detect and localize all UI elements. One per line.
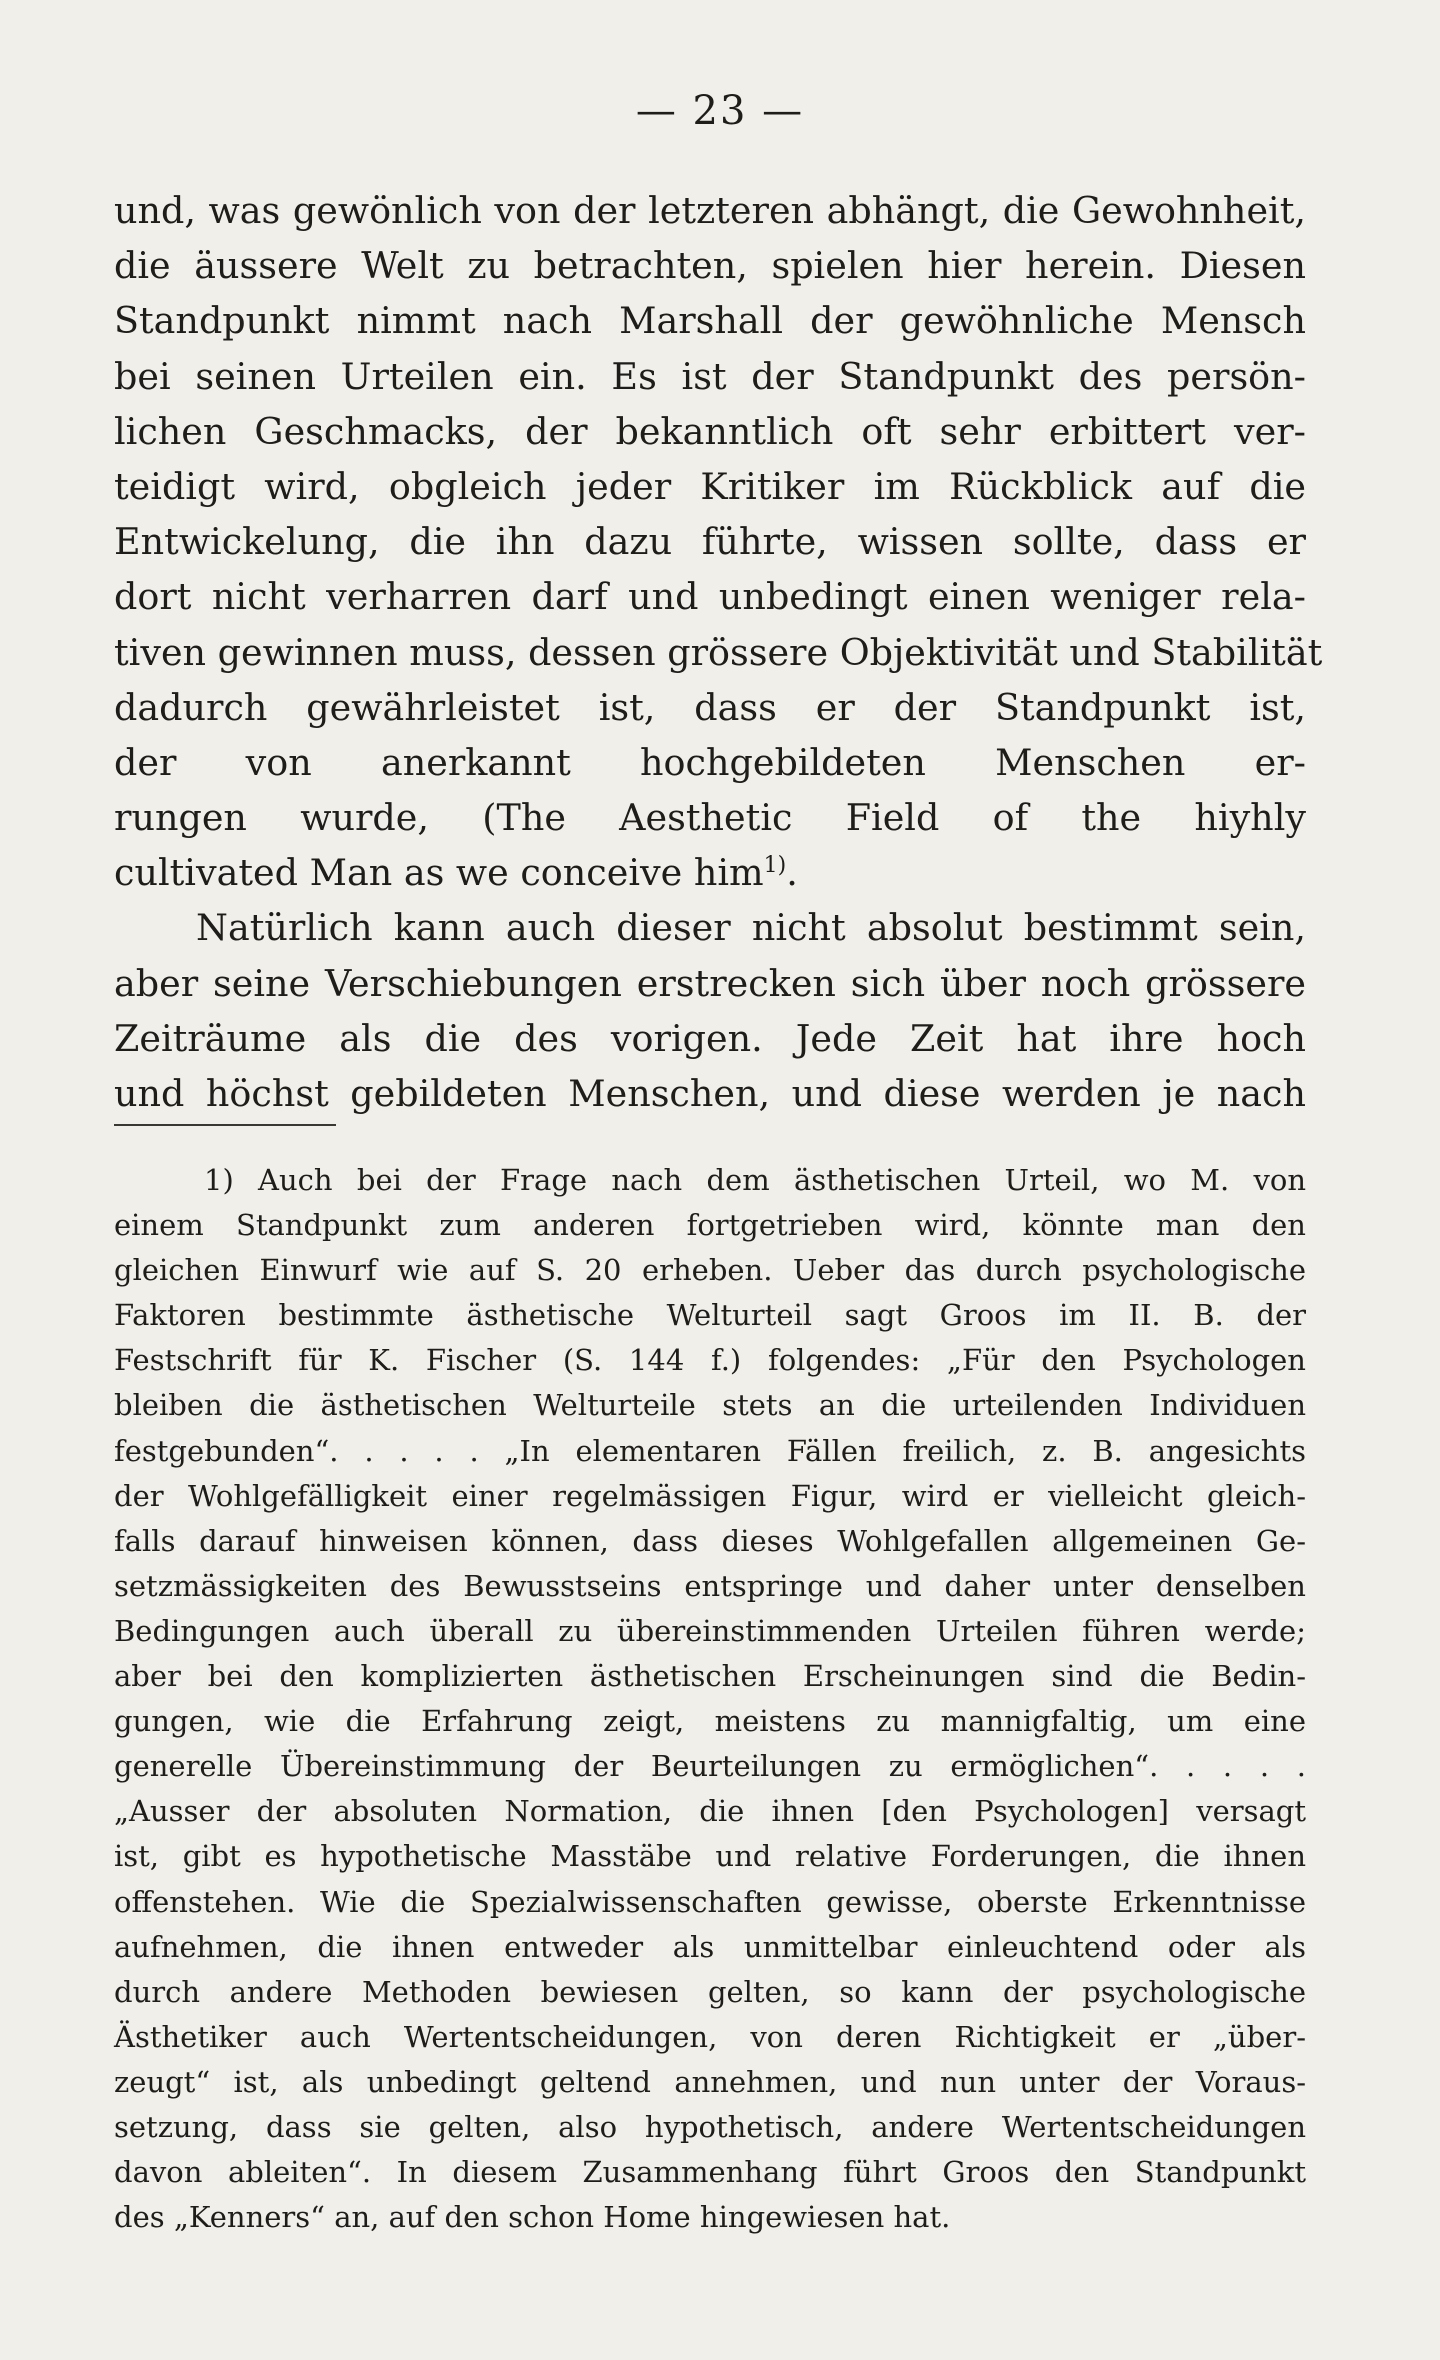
footnote <box>114 1158 1306 2240</box>
text-line: cultivated Man as we conceive him <box>114 851 764 895</box>
text-line: dadurch gewährleistet ist, dass er der Standpunkt ist, <box>114 685 1306 729</box>
footnote-line: einem Standpunkt zum anderen fortgetrieben wird, könnte man den <box>114 1208 1306 1243</box>
footnote-line: generelle Übereinstimmung der Beurteilungen zu ermöglichen“. . . . . <box>114 1749 1306 1784</box>
text-line: rungen wurde, (The Aesthetic Field of the hiyhly <box>114 796 1306 840</box>
footnote-line: ist, gibt es hypothetische Masstäbe und relative Forderungen, die ihnen <box>114 1839 1306 1874</box>
trailing-period: . <box>786 851 798 895</box>
footnote-line: durch andere Methoden bewiesen gelten, so kann der psychologische <box>114 1974 1306 2009</box>
footnote-line: festgebunden“. . . . . „In elementaren Fällen freilich, z. B. angesichts <box>114 1433 1306 1468</box>
footnote-line: der Wohlgefälligkeit einer regelmässigen Figur, wird er vielleicht gleich- <box>114 1478 1306 1513</box>
text-line: Natürlich kann auch dieser nicht absolut bestimmt sein, <box>196 906 1306 950</box>
text-line: Zeiträume als die des vorigen. Jede Zeit hat ihre hoch <box>114 1016 1306 1060</box>
footnote-line: Bedingungen auch überall zu übereinstimmenden Urteilen führen werde; <box>114 1613 1306 1648</box>
footnote-line: 1) Auch bei der Frage nach dem ästhetischen Urteil, wo M. von <box>204 1163 1306 1197</box>
text-line: die äussere Welt zu betrachten, spielen hier herein. Diesen <box>114 244 1306 288</box>
text-line-with-footnote-ref <box>114 845 1306 900</box>
footnote-divider <box>114 1124 336 1126</box>
footnote-line: falls darauf hinweisen können, dass dieses Wohlgefallen allgemeinen Ge- <box>114 1523 1306 1558</box>
footnote-line: zeugt“ ist, als unbedingt geltend annehmen, und nun unter der Voraus- <box>114 2064 1306 2099</box>
text-line: und, was gewönlich von der letzteren abhängt, die Gewohnheit, <box>114 189 1306 232</box>
main-text <box>114 183 1323 1121</box>
footnote-line: Ästhetiker auch Wertentscheidungen, von deren Richtigkeit er „über- <box>114 2019 1306 2054</box>
text-line: Entwickelung, die ihn dazu führte, wissen sollte, dass er <box>114 520 1306 564</box>
footnote-line: gleichen Einwurf wie auf S. 20 erheben. Ueber das durch psychologische <box>114 1253 1306 1288</box>
footnote-line: setzung, dass sie gelten, also hypothetisch, andere Wertentscheidungen <box>114 2109 1306 2144</box>
text-line: lichen Geschmacks, der bekanntlich oft sehr erbittert ver- <box>114 409 1306 453</box>
footnote-ref[interactable]: 1) <box>763 853 787 879</box>
footnote-line: setzmässigkeiten des Bewusstseins entspringe und daher unter denselben <box>114 1568 1306 1603</box>
footnote-line: gungen, wie die Erfahrung zeigt, meistens zu mannigfaltig, um eine <box>114 1704 1306 1739</box>
text-line: teidigt wird, obgleich jeder Kritiker im Rückblick auf die <box>114 464 1306 508</box>
text-line: bei seinen Urteilen ein. Es ist der Standpunkt des persön- <box>114 354 1306 398</box>
footnote-line: aber bei den komplizierten ästhetischen Erscheinungen sind die Bedin- <box>114 1659 1306 1694</box>
page-number: — 23 — <box>635 88 805 134</box>
footnote-line: „Ausser der absoluten Normation, die ihnen [den Psychologen] versagt <box>114 1794 1306 1829</box>
footnote-line: Faktoren bestimmte ästhetische Welturteil sagt Groos im II. B. der <box>114 1298 1306 1333</box>
text-line: Standpunkt nimmt nach Marshall der gewöhnliche Mensch <box>114 299 1306 343</box>
footnote-line: bleiben die ästhetischen Welturteile stets an die urteilenden Individuen <box>114 1388 1306 1423</box>
text-line: aber seine Verschiebungen erstrecken sich über noch grössere <box>114 961 1306 1005</box>
text-line: der von anerkannt hochgebildeten Menschen er- <box>114 740 1306 784</box>
footnote-line: offenstehen. Wie die Spezialwissenschaften gewisse, oberste Erkenntnisse <box>114 1884 1306 1919</box>
footnote-line: Festschrift für K. Fischer (S. 144 f.) folgendes: „Für den Psychologen <box>114 1343 1306 1378</box>
footnote-line: davon ableiten“. In diesem Zusammenhang führt Groos den Standpunkt <box>114 2155 1306 2190</box>
text-line: dort nicht verharren darf und unbedingt einen weniger rela- <box>114 575 1306 619</box>
footnote-line: aufnehmen, die ihnen entweder als unmittelbar einleuchtend oder als <box>114 1929 1306 1964</box>
text-line: und höchst gebildeten Menschen, und diese werden je nach <box>114 1072 1306 1115</box>
text-line: tiven gewinnen muss, dessen grössere Objektivität und Stabilität <box>114 630 1323 674</box>
footnote-line: des „Kenners“ an, auf den schon Home hingewiesen hat. <box>114 2200 951 2235</box>
